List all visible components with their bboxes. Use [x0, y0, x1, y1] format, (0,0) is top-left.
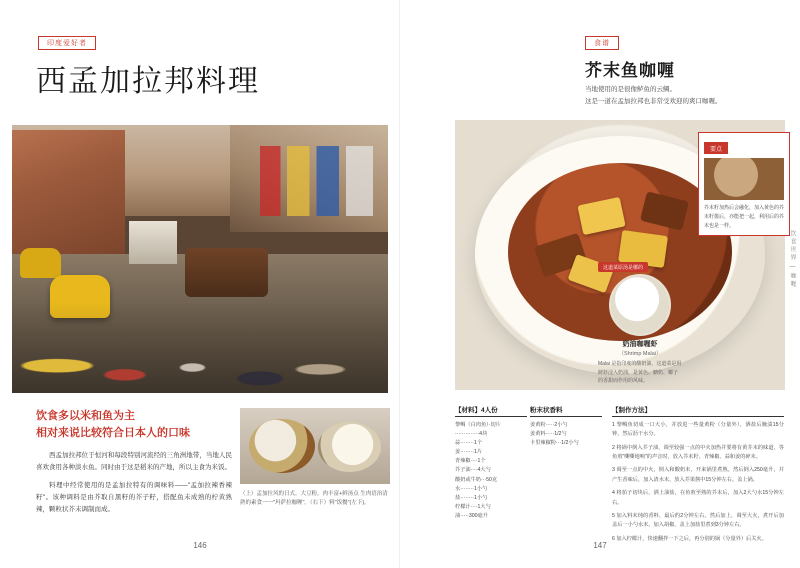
ingredients-column-a	[455, 405, 527, 521]
left-body-copy	[36, 450, 232, 522]
side-dish-subtitle: （Shrimp Malai）	[618, 351, 662, 357]
side-dish-description: Malai 是指印度的酸奶油，这道菜是用鲜虾浸入奶油，是黄色、糖奶、椰子的香甜而作用的风味。	[598, 361, 682, 384]
photo-taxi-secondary	[20, 248, 61, 277]
side-dish-ribbon: 这道菜原汤是哪的	[598, 262, 648, 272]
recipe-title: 芥末鱼咖喱	[585, 61, 675, 80]
ingredient-item: 姜黄粉·····2小勺	[530, 422, 568, 428]
step-item: 3 调至一点的中火，倒入和酸奶末，开来锅里煮熟。然后倒入250毫升，并产生香味后，加入清水末，放入芥果酱中15分钟左右。盖上锅。	[612, 467, 784, 483]
ingredients-header: 【材料】4人份	[455, 405, 527, 417]
ingredients-list-a	[455, 421, 527, 521]
ingredient-item: 姜········1片	[455, 449, 483, 456]
photo-rickshaws	[185, 248, 268, 296]
page-number-right: 147	[593, 541, 607, 550]
tip-callout	[698, 132, 790, 236]
section-tag-left: 印度爱好者	[38, 36, 96, 50]
ingredient-item: 油·····300毫升	[455, 512, 488, 519]
thali-plate-left	[249, 419, 315, 474]
body-paragraph: 西孟加拉邦位于恒河和每段特别河流经的三角洲地带，当地人民喜欢食用各种淡水鱼。同时由于这是稻米的产地，所以主食为米饭。	[36, 452, 232, 472]
step-item: 5 加入料末炖的香料，最后约2分钟左右。然后加上，调至大火，煮开后加盖后一小勺水末。加入胡椒，盖上加盐里煮到3分钟左右。	[612, 512, 784, 529]
section-tag-right: 食谱	[585, 36, 619, 50]
tip-callout-text: 芥末籽加热后会融化，加入黄色的芥末籽酱后，亦能把一起，利用后的芥末也是一样。	[704, 205, 785, 229]
thali-plate-right	[318, 422, 381, 472]
ingredient-item: 青辣椒····1个	[455, 458, 486, 465]
steps-header: 【制作方法】	[612, 405, 784, 417]
sub-headline	[36, 408, 226, 442]
ingredient-item: 卡里辣椒粉···1/2小勺	[530, 440, 579, 447]
bengali-thali-photo	[240, 408, 390, 484]
side-dish-name: 奶油咖喱虾	[622, 341, 658, 348]
ingredients-column-b	[530, 405, 602, 448]
photo-buildings-left	[12, 130, 125, 253]
ingredient-item: 盐········1小勺	[455, 494, 488, 501]
page-number-left: 146	[193, 541, 207, 550]
ingredient-item: 芥子油····4大勺	[455, 467, 491, 474]
ingredient-item: 姜黄料·····1/2勺	[530, 431, 567, 438]
ingredients-list-b	[530, 421, 602, 448]
steps-list	[612, 421, 784, 544]
photo-bus	[129, 221, 178, 264]
ingredient-item: 水········1小勺	[455, 485, 488, 492]
ingredient-item: 柠檬汁····1大勺	[455, 503, 491, 510]
left-photo-caption: （上）孟加拉风的日式。大豆粉。肉丰富+鲜汤点 生肉语治清熟的素食一一"玛萨拉咖喱"。（右下）料"饭餐"(左下)。	[240, 491, 388, 507]
ingredient-item: ··············4块	[455, 431, 488, 438]
spices-header: 粉末状香料	[530, 405, 602, 417]
step-item: 4 将茄子切块后，洒上油盐，在鱼煎至熟的芥末后，加入2大勺水15分钟左右。	[612, 490, 784, 506]
photo-signboards	[260, 146, 373, 216]
right-page	[400, 0, 800, 568]
ingredient-item: 黎鲷（白肉鱼）·切片	[455, 422, 501, 428]
kolkata-street-photo	[12, 125, 388, 393]
side-dish-badge	[598, 256, 682, 386]
recipe-lead-line: 这是一道在孟加拉邦也非常受欢迎的爽口咖喱。	[585, 98, 722, 106]
shrimp-malai-photo	[609, 274, 671, 336]
body-paragraph: 料理中经常使用的是孟加拉特有的调味料——"孟加拉辣香辣籽"。该种调料是由芥取自黑籽的芥子籽，搭配鱼未成熟的柠黄熟辣，颗粒状芥末调制而成。	[36, 482, 232, 514]
step-item: 6 加入柠檬汁，快速翻拌一下之后，再分别的锅（分量外）后关火。	[612, 535, 767, 542]
tip-callout-title: 要点	[704, 142, 728, 154]
ingredient-item: 酸奶或牛奶···50克	[455, 476, 498, 483]
photo-crowd	[12, 302, 388, 393]
sub-headline-line1: 饮食多以米和鱼为主	[36, 410, 135, 422]
recipe-lead-line: 当地使用的是很像鲈鱼的云鲷。	[585, 86, 676, 93]
mustard-paste-photo	[704, 158, 784, 200]
sub-headline-line2: 相对来说比较符合日本人的口味	[36, 427, 190, 440]
recipe-lead	[585, 84, 775, 109]
page-title: 西孟加拉邦料理	[36, 65, 260, 98]
steps-column	[612, 405, 784, 548]
vertical-section-tab: 饮食世界 | 咖喱	[789, 230, 795, 289]
step-item: 2 将锅中倒入芥子油，调至较强一点的中火加热并要将有黄芥末的味道，等鱼煎"嘶嘶地响"的声音时，放入芥末籽、青辣椒、蒜和姜的碎末。	[612, 444, 784, 461]
step-item: 1 黎鲷鱼切成一口大小，并放进一些量黄粉（分量外），洒盐后腌渍15分钟，然后沥干水分。	[612, 422, 784, 438]
ingredient-item: 蒜········1个	[455, 440, 483, 447]
